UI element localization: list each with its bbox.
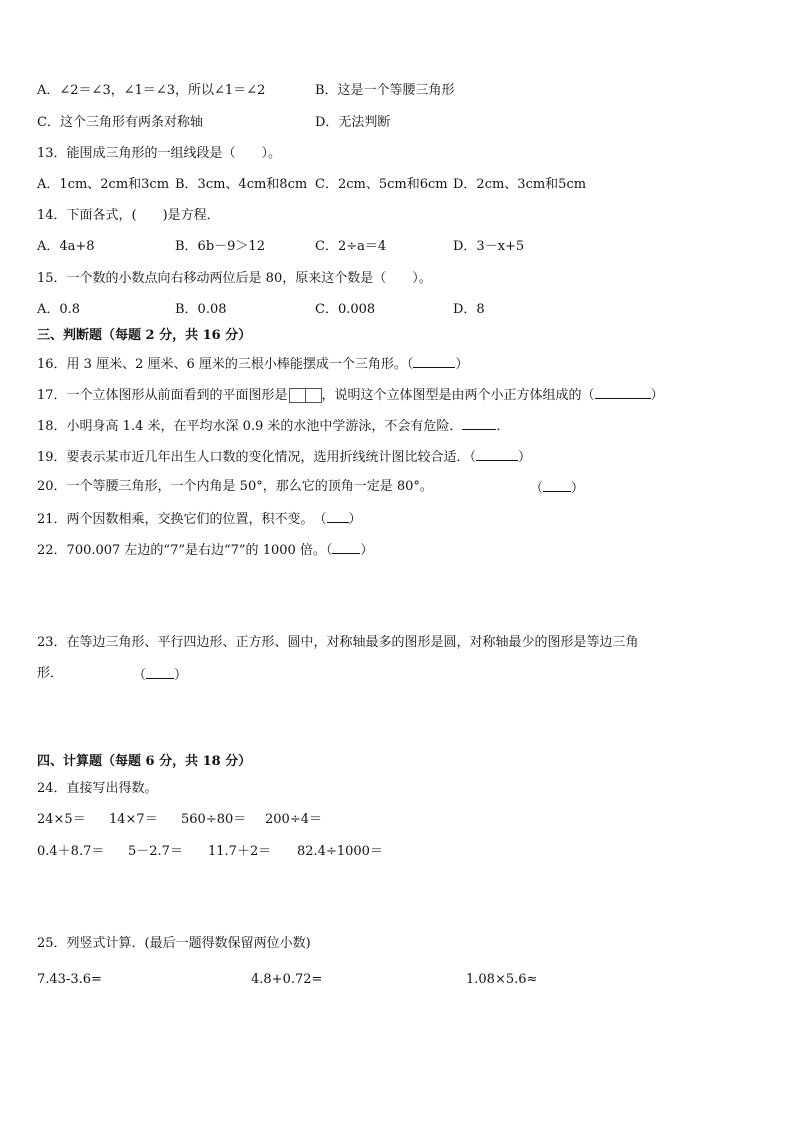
- q25-item: 7.43-3.6=: [37, 972, 102, 987]
- q23-open: （: [133, 668, 147, 683]
- two-squares-figure: [289, 387, 321, 405]
- q24-item: 0.4＋8.7＝: [37, 844, 105, 859]
- q21-text: 21．两个因数相乘，交换它们的位置，积不变。 （: [37, 512, 327, 527]
- q12-option-a: A．∠2＝∠3，∠1＝∠3，所以∠1＝∠2: [37, 83, 266, 98]
- q20-close: ）: [571, 481, 585, 496]
- q13-stem: 13．能围成三角形的一组线段是（ ）。: [37, 146, 282, 161]
- q14-option-b: B．6b－9＞12: [175, 239, 265, 254]
- answer-blank[interactable]: [476, 447, 518, 461]
- q25-item: 1.08×5.6≈: [466, 972, 538, 987]
- section-4-title: 四、计算题（每题 6 分，共 18 分）: [37, 754, 252, 769]
- q20-text: 20．一个等腰三角形，一个内角是 50°，那么它的顶角一定是 80°。: [37, 479, 433, 494]
- q21-close: ）: [348, 512, 362, 527]
- q15-stem: 15．一个数的小数点向右移动两位后是 80，原来这个数是（ ）。: [37, 271, 432, 286]
- q25-item: 4.8+0.72=: [251, 972, 323, 987]
- q12-option-c: C．这个三角形有两条对称轴: [37, 115, 203, 130]
- q20-open: （: [530, 481, 544, 496]
- q17-text-a: 17．一个立体图形从前面看到的平面图形是: [37, 388, 288, 403]
- q21: [37, 509, 362, 529]
- q24-item: 24×5＝: [37, 812, 86, 827]
- q24-stem: 24．直接写出得数。: [37, 781, 158, 796]
- q13-option-b: B．3cm、4cm和8cm: [175, 177, 308, 192]
- answer-blank[interactable]: [595, 385, 651, 399]
- q25-stem: 25．列竖式计算．(最后一题得数保留两位小数): [37, 936, 311, 951]
- q14-option-a: A．4a+8: [37, 239, 95, 254]
- q18: [37, 416, 509, 436]
- q24-item: 560÷80＝: [181, 812, 247, 827]
- q15-option-c: C．0.008: [315, 302, 376, 317]
- q22-text: 22．700.007 左边的“7”是右边“7”的 1000 倍。（: [37, 543, 333, 558]
- q12-option-b: B．这是一个等腰三角形: [315, 83, 455, 98]
- answer-blank[interactable]: [413, 354, 455, 368]
- q13-option-d: D．2cm、3cm和5cm: [453, 177, 587, 192]
- answer-blank[interactable]: [332, 540, 360, 554]
- q16-close: ）: [455, 357, 469, 372]
- q12-option-d: D．无法判断: [315, 115, 391, 130]
- q19-close: ）: [518, 450, 532, 465]
- q23-line1: 23．在等边三角形、平行四边形、正方形、圆中，对称轴最多的图形是圆，对称轴最少的图形是等边三角: [37, 635, 639, 650]
- q22-close: ）: [360, 543, 374, 558]
- q19-text: 19．要表示某市近几年出生人口数的变化情况，选用折线统计图比较合适．（: [37, 450, 477, 465]
- q13-option-c: C．2cm、5cm和6cm: [315, 177, 448, 192]
- q23-line2: 形．: [37, 666, 64, 681]
- q24-item: 200÷4＝: [265, 812, 322, 827]
- q24-item: 11.7＋2＝: [208, 844, 272, 859]
- q14-option-d: D．3－x+5: [453, 239, 525, 254]
- q24-item: 82.4÷1000＝: [297, 844, 383, 859]
- section-3-title: 三、判断题（每题 2 分，共 16 分）: [37, 328, 252, 343]
- q23-close: ）: [174, 668, 188, 683]
- q24-item: 5－2.7＝: [128, 844, 183, 859]
- q24-item: 14×7＝: [109, 812, 158, 827]
- q15-option-d: D．8: [453, 302, 485, 317]
- q16-text: 16．用 3 厘米、2 厘米、6 厘米的三根小棒能摆成一个三角形。（: [37, 357, 414, 372]
- q17: [37, 385, 664, 405]
- q23-answer: [133, 665, 187, 685]
- answer-blank[interactable]: [327, 509, 349, 523]
- answer-blank[interactable]: [543, 478, 571, 492]
- q17-close: ）: [650, 388, 664, 403]
- answer-blank[interactable]: [146, 665, 174, 679]
- q19: [37, 447, 531, 467]
- q20-answer: [530, 478, 584, 498]
- q17-text-b: ，说明这个立体图型是由两个小正方体组成的（: [321, 388, 595, 403]
- q22: [37, 540, 373, 560]
- q18-text: 18．小明身高 1.4 米，在平均水深 0.9 米的水池中学游泳，不会有危险．: [37, 419, 463, 434]
- q18-end: ．: [496, 419, 510, 434]
- answer-blank[interactable]: [462, 416, 496, 430]
- q15-option-b: B．0.08: [175, 302, 227, 317]
- q14-option-c: C．2÷a＝4: [315, 239, 387, 254]
- q14-stem: 14．下面各式，( )是方程．: [37, 208, 220, 223]
- q15-option-a: A．0.8: [37, 302, 81, 317]
- q13-option-a: A．1cm、2cm和3cm: [37, 177, 170, 192]
- q16: [37, 354, 468, 374]
